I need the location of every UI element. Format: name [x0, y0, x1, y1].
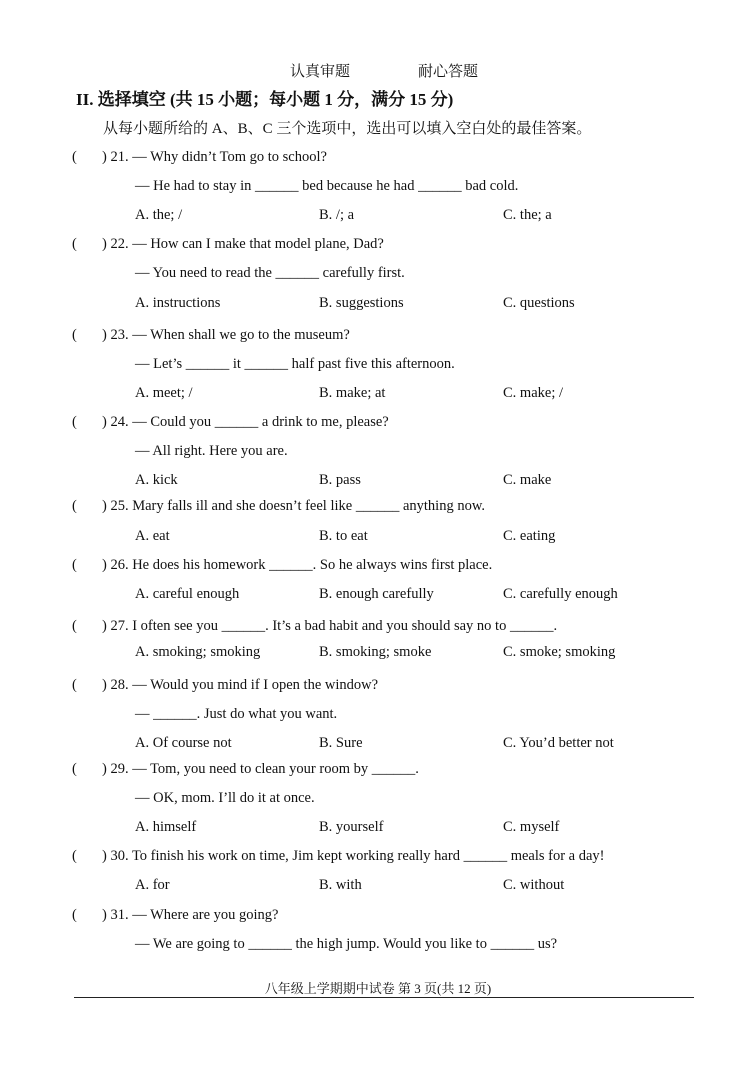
answer-bracket[interactable]: ( [72, 149, 77, 165]
question-stem: ) 29. — Tom, you need to clean your room by ______. [102, 761, 419, 777]
question-reply: — You need to read the ______ carefully first. [135, 265, 405, 281]
question-stem: ) 22. — How can I make that model plane, Dad? [102, 236, 384, 252]
option-b: B. with [319, 877, 362, 893]
option-a: A. instructions [135, 295, 221, 311]
option-c: C. smoke; smoking [503, 644, 616, 660]
option-a: A. kick [135, 472, 178, 488]
option-c: C. make [503, 472, 552, 488]
question-stem: ) 27. I often see you ______. It’s a bad habit and you should say no to ______. [102, 618, 558, 634]
question-reply: — He had to stay in ______ bed because he had ______ bad cold. [135, 178, 519, 194]
option-c: C. questions [503, 295, 575, 311]
question-stem: ) 26. He does his homework ______. So he always wins first place. [102, 557, 493, 573]
answer-bracket[interactable]: ( [72, 907, 77, 923]
section-title: II. 选择填空 (共 15 小题；每小题 1 分，满分 15 分) [76, 90, 454, 109]
question-reply: — Let’s ______ it ______ half past five this afternoon. [135, 356, 455, 372]
answer-bracket[interactable]: ( [72, 414, 77, 430]
option-a: A. Of course not [135, 735, 232, 751]
question-stem: ) 28. — Would you mind if I open the window? [102, 677, 379, 693]
option-a: A. himself [135, 819, 197, 835]
section-instruction: 从每小题所给的 A、B、C 三个选项中，选出可以填入空白处的最佳答案。 [103, 121, 592, 137]
question-reply: — We are going to ______ the high jump. Would you like to ______ us? [135, 936, 558, 952]
motto-right: 耐心答题 [418, 64, 479, 80]
option-a: A. the; / [135, 207, 183, 223]
option-c: C. carefully enough [503, 586, 618, 602]
answer-bracket[interactable]: ( [72, 677, 77, 693]
option-a: A. eat [135, 528, 170, 544]
question-reply: — All right. Here you are. [135, 443, 288, 459]
option-b: B. Sure [319, 735, 363, 751]
answer-bracket[interactable]: ( [72, 498, 77, 514]
question-stem: ) 21. — Why didn’t Tom go to school? [102, 149, 327, 165]
answer-bracket[interactable]: ( [72, 557, 77, 573]
question-stem: ) 24. — Could you ______ a drink to me, please? [102, 414, 389, 430]
answer-bracket[interactable]: ( [72, 761, 77, 777]
option-c: C. the; a [503, 207, 552, 223]
option-b: B. suggestions [319, 295, 404, 311]
question-stem: ) 25. Mary falls ill and she doesn’t feel like ______ anything now. [102, 498, 485, 514]
option-b: B. /; a [319, 207, 355, 223]
option-c: C. You’d better not [503, 735, 614, 751]
option-c: C. eating [503, 528, 556, 544]
footer-text: 八年级上学期期中试卷 第 3 页(共 12 页) [264, 981, 492, 996]
question-reply: — ______. Just do what you want. [135, 706, 338, 722]
option-b: B. yourself [319, 819, 384, 835]
answer-bracket[interactable]: ( [72, 618, 77, 634]
option-c: C. myself [503, 819, 560, 835]
option-a: A. careful enough [135, 586, 240, 602]
footer-rule [74, 997, 694, 998]
answer-bracket[interactable]: ( [72, 236, 77, 252]
option-b: B. smoking; smoke [319, 644, 432, 660]
option-b: B. enough carefully [319, 586, 434, 602]
option-a: A. smoking; smoking [135, 644, 261, 660]
question-stem: ) 30. To finish his work on time, Jim kept working really hard ______ meals for a day! [102, 848, 605, 864]
option-a: A. for [135, 877, 170, 893]
question-stem: ) 31. — Where are you going? [102, 907, 279, 923]
option-c: C. make; / [503, 385, 564, 401]
question-stem: ) 23. — When shall we go to the museum? [102, 327, 350, 343]
motto-left: 认真审题 [290, 64, 351, 80]
option-b: B. pass [319, 472, 361, 488]
answer-bracket[interactable]: ( [72, 848, 77, 864]
question-reply: — OK, mom. I’ll do it at once. [135, 790, 315, 806]
option-c: C. without [503, 877, 565, 893]
answer-bracket[interactable]: ( [72, 327, 77, 343]
option-a: A. meet; / [135, 385, 193, 401]
option-b: B. to eat [319, 528, 368, 544]
option-b: B. make; at [319, 385, 386, 401]
